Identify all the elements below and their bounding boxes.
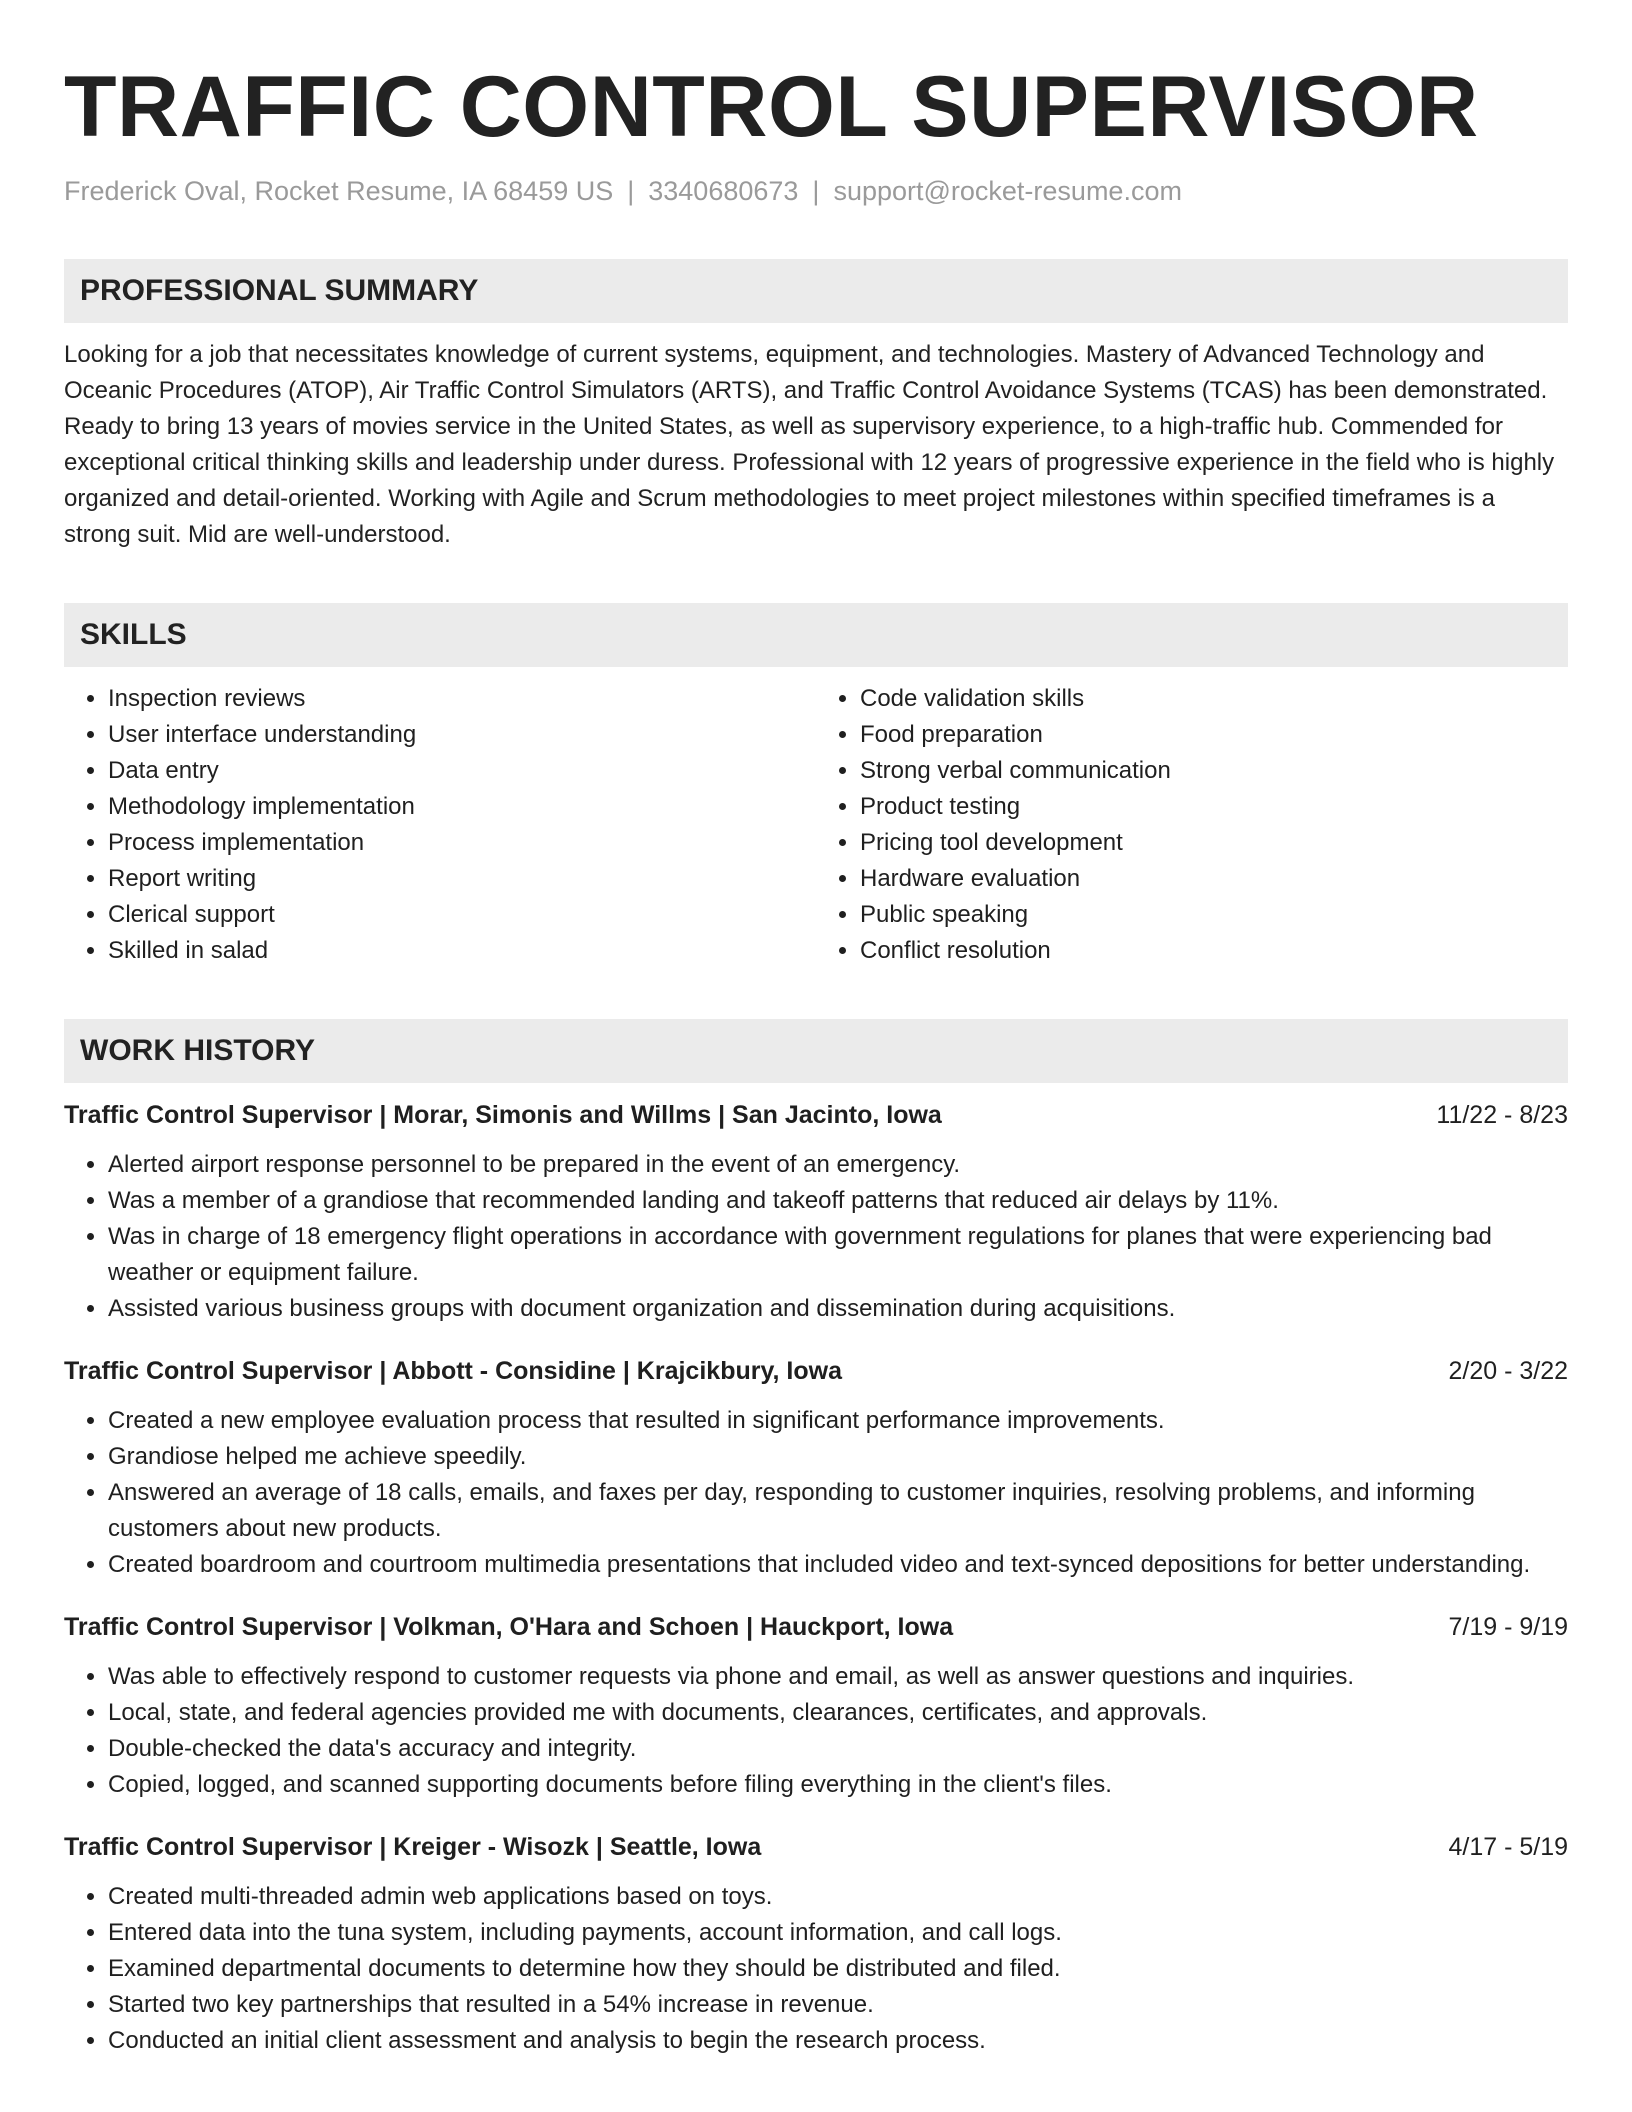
skill-item: • Inspection reviews	[108, 681, 816, 717]
job-bullet: • Was able to effectively respond to customer requests via phone and email, as well as answer questions and inquiries.	[108, 1659, 1568, 1695]
skills-columns	[64, 681, 1568, 969]
job-bullets	[64, 1659, 1568, 1803]
job-bullet: • Local, state, and federal agencies provided me with documents, clearances, certificates, and approvals.	[108, 1695, 1568, 1731]
skill-item: • Strong verbal communication	[860, 753, 1568, 789]
job-title: Traffic Control Supervisor | Abbott - Considine | Krajcikbury, Iowa	[64, 1357, 842, 1385]
contact-email: support@rocket-resume.com	[833, 176, 1182, 206]
job-entry	[64, 1609, 1568, 1803]
skill-item: • Public speaking	[860, 897, 1568, 933]
job-dates: 2/20 - 3/22	[1448, 1357, 1568, 1385]
skill-item: • Process implementation	[108, 825, 816, 861]
skill-item: • Pricing tool development	[860, 825, 1568, 861]
job-bullet: • Started two key partnerships that resulted in a 54% increase in revenue.	[108, 1987, 1568, 2023]
job-bullet: • Copied, logged, and scanned supporting documents before filing everything in the client's files.	[108, 1767, 1568, 1803]
skill-item: • Skilled in salad	[108, 933, 816, 969]
job-bullet: • Double-checked the data's accuracy and integrity.	[108, 1731, 1568, 1767]
job-bullet: • Assisted various business groups with document organization and dissemination during acquisitions.	[108, 1291, 1568, 1327]
job-header	[64, 1609, 1568, 1645]
skills-list-left	[64, 681, 816, 969]
job-title: Traffic Control Supervisor | Kreiger - Wisozk | Seattle, Iowa	[64, 1833, 762, 1861]
job-bullet: • Was a member of a grandiose that recommended landing and takeoff patterns that reduced air delays by 11%.	[108, 1183, 1568, 1219]
section-heading-summary: PROFESSIONAL SUMMARY	[64, 259, 1568, 323]
job-dates: 7/19 - 9/19	[1448, 1613, 1568, 1641]
job-entry	[64, 1097, 1568, 1327]
resume-name: TRAFFIC CONTROL SUPERVISOR	[64, 59, 1479, 155]
job-entry	[64, 1829, 1568, 2059]
job-bullets	[64, 1879, 1568, 2059]
contact-separator: |	[627, 176, 635, 206]
skill-item: • Code validation skills	[860, 681, 1568, 717]
summary-text: Looking for a job that necessitates knowledge of current systems, equipment, and technologies. Mastery of Advanced Technology and Oceanic Procedures (ATOP), Air Traffic Control Simulators (ARTS), and Traffic Control Avoidance Systems (TCAS) has been demonstrated. Ready to bring 13 years of movies service in the United States, as well as supervisory experience, to a high-traffic hub. Commended for exceptional critical thinking skills and leadership under duress. Professional with 12 years of progressive experience in the field who is highly organized and detail-oriented. Working with Agile and Scrum methodologies to meet project milestones within specified timeframes is a strong suit. Mid are well-understood.	[64, 341, 1555, 548]
job-bullet: • Created boardroom and courtroom multimedia presentations that included video and text-synced depositions for better understanding.	[108, 1547, 1568, 1583]
skill-item: • Report writing	[108, 861, 816, 897]
job-bullet: • Created a new employee evaluation process that resulted in significant performance improvements.	[108, 1403, 1568, 1439]
job-bullet: • Grandiose helped me achieve speedily.	[108, 1439, 1568, 1475]
job-bullet: • Examined departmental documents to determine how they should be distributed and filed.	[108, 1951, 1568, 1987]
job-title: Traffic Control Supervisor | Morar, Simonis and Willms | San Jacinto, Iowa	[64, 1101, 942, 1129]
job-bullets	[64, 1403, 1568, 1583]
skill-item: • Data entry	[108, 753, 816, 789]
job-header	[64, 1353, 1568, 1389]
contact-line	[64, 176, 1568, 207]
job-header	[64, 1829, 1568, 1865]
contact-address: Frederick Oval, Rocket Resume, IA 68459 US	[64, 176, 614, 206]
job-title: Traffic Control Supervisor | Volkman, O'Hara and Schoen | Hauckport, Iowa	[64, 1613, 954, 1641]
skill-item: • Clerical support	[108, 897, 816, 933]
section-heading-work-history: WORK HISTORY	[64, 1019, 1568, 1083]
job-bullet: • Alerted airport response personnel to be prepared in the event of an emergency.	[108, 1147, 1568, 1183]
job-bullet: • Created multi-threaded admin web applications based on toys.	[108, 1879, 1568, 1915]
skill-item: • Product testing	[860, 789, 1568, 825]
job-bullets	[64, 1147, 1568, 1327]
skill-item: • User interface understanding	[108, 717, 816, 753]
skill-item: • Methodology implementation	[108, 789, 816, 825]
skills-list-right	[816, 681, 1568, 969]
section-heading-skills: SKILLS	[64, 603, 1568, 667]
job-bullet: • Conducted an initial client assessment and analysis to begin the research process.	[108, 2023, 1568, 2059]
job-bullet: • Entered data into the tuna system, including payments, account information, and call logs.	[108, 1915, 1568, 1951]
job-header	[64, 1097, 1568, 1133]
job-bullet: • Answered an average of 18 calls, emails, and faxes per day, responding to customer inquiries, resolving problems, and informing customers about new products.	[108, 1475, 1568, 1547]
job-bullet: • Was in charge of 18 emergency flight operations in accordance with government regulations for planes that were experiencing bad weather or equipment failure.	[108, 1219, 1568, 1291]
contact-separator: |	[812, 176, 820, 206]
job-dates: 11/22 - 8/23	[1436, 1101, 1568, 1129]
skill-item: • Conflict resolution	[860, 933, 1568, 969]
skill-item: • Food preparation	[860, 717, 1568, 753]
skill-item: • Hardware evaluation	[860, 861, 1568, 897]
contact-phone: 3340680673	[648, 176, 799, 206]
job-entry	[64, 1353, 1568, 1583]
job-dates: 4/17 - 5/19	[1448, 1833, 1568, 1861]
